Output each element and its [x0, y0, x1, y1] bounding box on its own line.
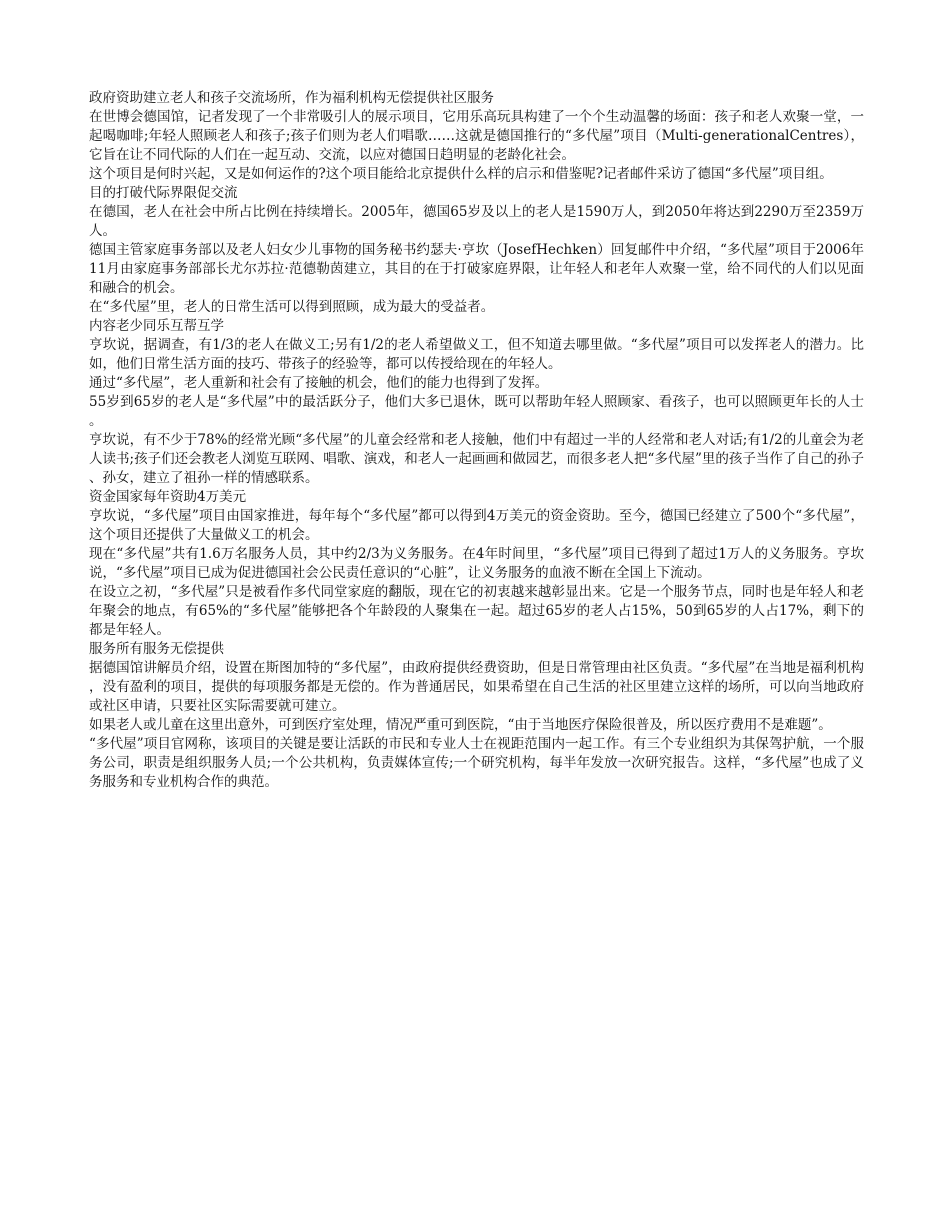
paragraph-medical: 如果老人或儿童在这里出意外，可到医疗室处理，情况严重可到医院，“由于当地医疗保险很普及，所以医疗费用不是难题”。	[89, 717, 832, 733]
section-heading-content: 内容老少同乐互帮互学	[89, 318, 224, 334]
paragraph-volunteer: 亨坎说，据调查，有1/3的老人在做义工;另有1/2的老人希望做义工，但不知道去哪里做。“多代屋”项目可以发挥老人的潜力。比如，他们日常生活方面的技巧、带孩子的经验等，都可以传授给现在的年轻人。	[89, 337, 864, 372]
paragraph-service-node: 在设立之初，“多代屋”只是被看作多代同堂家庭的翻版，现在它的初衷越来越彰显出来。它是一个服务节点，同时也是年轻人和老年聚会的地点，有65%的“多代屋”能够把各个年龄段的人聚集在一起。超过65岁的老人占15%，50到65岁的人占17%，剩下的都是年轻人。	[89, 584, 864, 638]
article-body	[89, 89, 864, 792]
paragraph-hechken: 德国主管家庭事务部以及老人妇女少儿事物的国务秘书约瑟夫·亨坎（JosefHechken）回复邮件中介绍，“多代屋”项目于2006年11月由家庭事务部部长尤尔苏拉·范德勒茵建立，其目的在于打破家庭界限，让年轻人和老年人欢聚一堂，给不同代的人们以见面和融合的机会。	[89, 242, 864, 296]
paragraph-question: 这个项目是何时兴起，又是如何运作的?这个项目能给北京提供什么样的启示和借鉴呢?记者邮件采访了德国“多代屋”项目组。	[89, 166, 833, 182]
section-heading-purpose: 目的打破代际界限促交流	[89, 185, 238, 201]
section-heading-funding: 资金国家每年资助4万美元	[89, 489, 247, 505]
paragraph-stuttgart: 据德国馆讲解员介绍，设置在斯图加特的“多代屋”，由政府提供经费资助，但是日常管理由社区负责。“多代屋”在当地是福利机构，没有盈利的项目，提供的每项服务都是无偿的。作为普通居民，如果希望在自己生活的社区里建立这样的场所，可以向当地政府或社区申请，只要社区实际需要就可建立。	[89, 660, 864, 714]
paragraph-recontact: 通过“多代屋”，老人重新和社会有了接触的机会，他们的能力也得到了发挥。	[89, 375, 549, 391]
paragraph-intro: 在世博会德国馆，记者发现了一个非常吸引人的展示项目，它用乐高玩具构建了一个个生动温馨的场面：孩子和老人欢聚一堂，一起喝咖啡;年轻人照顾老人和孩子;孩子们则为老人们唱歌……这就是德国推行的“多代屋”项目（Multi-generationalCentres），它旨在让不同代际的人们在一起互动、交流，以应对德国日趋明显的老龄化社会。	[89, 109, 864, 163]
paragraph-aging-stats: 在德国，老人在社会中所占比例在持续增长。2005年，德国65岁及以上的老人是1590万人，到2050年将达到2290万至2359万人。	[89, 204, 864, 239]
article-title: 政府资助建立老人和孩子交流场所，作为福利机构无偿提供社区服务	[89, 90, 494, 106]
paragraph-children: 亨坎说，有不少于78%的经常光顾“多代屋”的儿童会经常和老人接触，他们中有超过一半的人经常和老人对话;有1/2的儿童会为老人读书;孩子们还会教老人浏览互联网、唱歌、演戏，和老人一起画画和做园艺，而很多老人把“多代屋”里的孩子当作了自己的孙子、孙女，建立了祖孙一样的情感联系。	[89, 432, 864, 486]
paragraph-staff: 现在“多代屋”共有1.6万名服务人员，其中约2/3为义务服务。在4年时间里，“多代屋”项目已得到了超过1万人的义务服务。亨坎说，“多代屋”项目已成为促进德国社会公民责任意识的“心脏”，让义务服务的血液不断在全国上下流动。	[89, 546, 864, 581]
paragraph-active-elders: 55岁到65岁的老人是“多代屋”中的最活跃分子，他们大多已退休，既可以帮助年轻人照顾家、看孩子，也可以照顾更年长的人士。	[89, 394, 864, 429]
paragraph-organizations: “多代屋”项目官网称，该项目的关键是要让活跃的市民和专业人士在视距范围内一起工作。有三个专业组织为其保驾护航，一个服务公司，职责是组织服务人员;一个公共机构，负责媒体宣传;一个研究机构，每半年发放一次研究报告。这样，“多代屋”也成了义务服务和专业机构合作的典范。	[89, 736, 864, 790]
section-heading-services: 服务所有服务无偿提供	[89, 641, 224, 657]
paragraph-beneficiaries: 在“多代屋”里，老人的日常生活可以得到照顾，成为最大的受益者。	[89, 299, 495, 315]
paragraph-funding: 亨坎说，“多代屋”项目由国家推进，每年每个“多代屋”都可以得到4万美元的资金资助。至今，德国已经建立了500个“多代屋”，这个项目还提供了大量做义工的机会。	[89, 508, 864, 543]
